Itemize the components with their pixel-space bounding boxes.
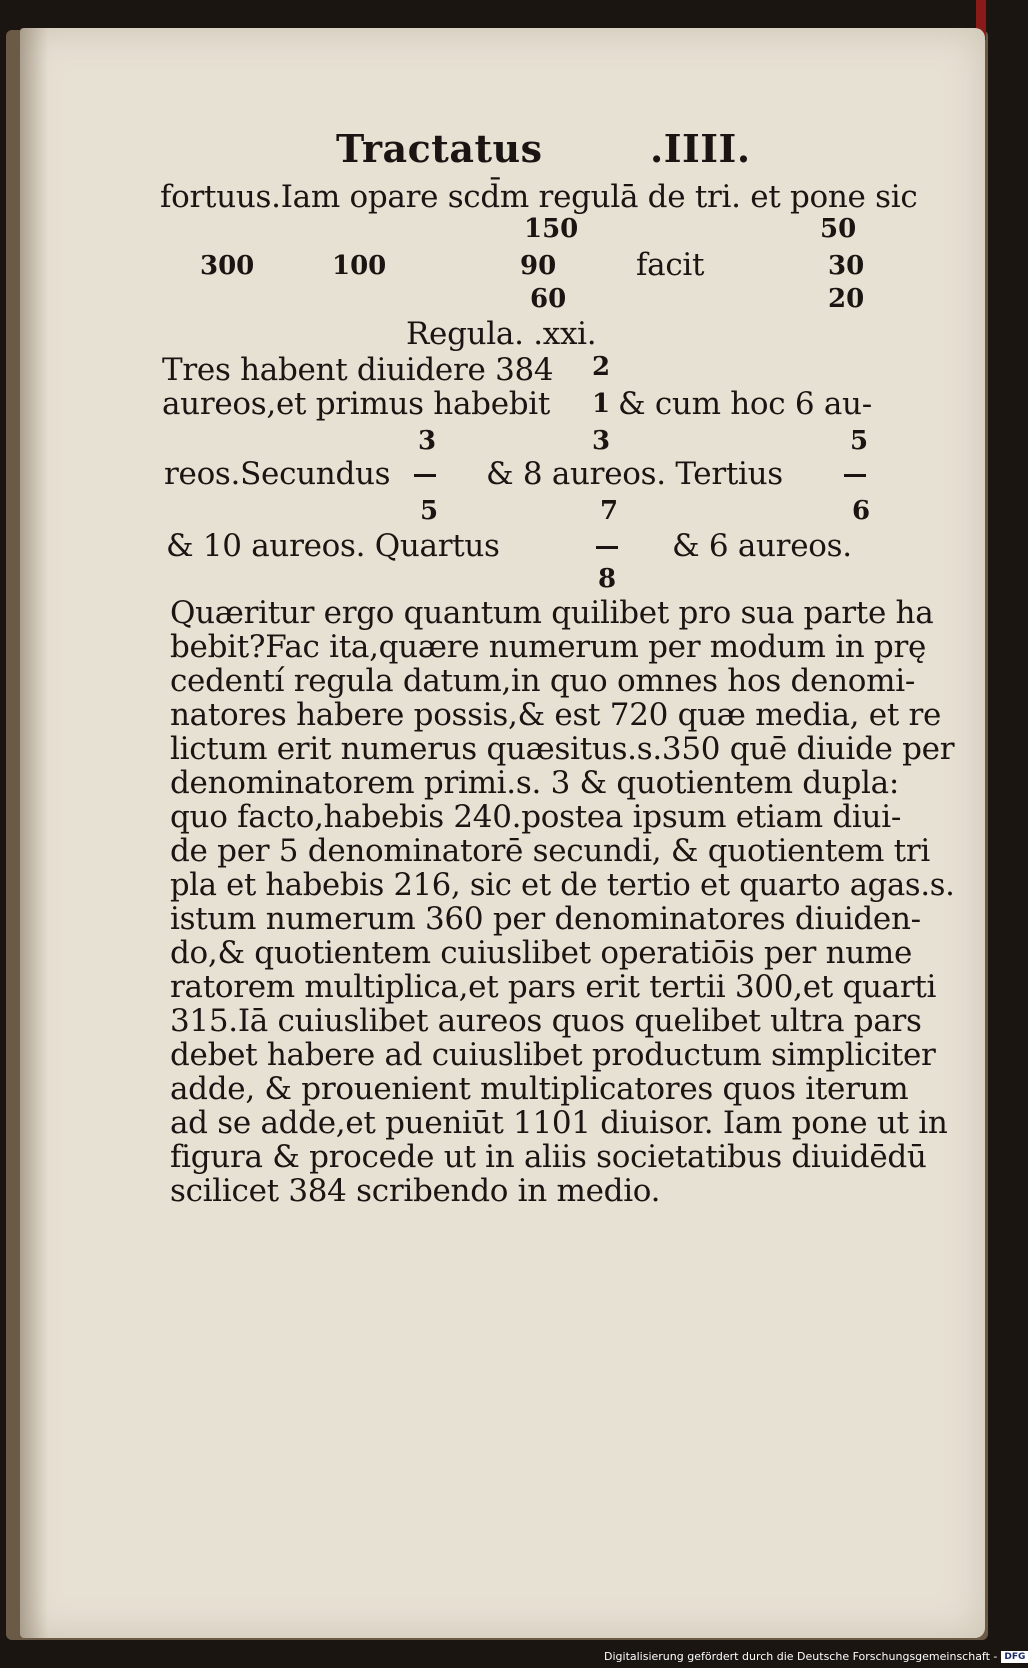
body-line: bebit?Fac ita,quære numerum per modum in prę — [170, 629, 927, 665]
body-line: cedentí regula datum,in quo omnes hos denomi- — [170, 663, 916, 699]
credit-text: Digitalisierung gefördert durch die Deutsche Forschungsgemeinschaft - — [604, 1650, 998, 1663]
digitization-credit — [604, 1650, 1028, 1668]
table-r3-c5: 20 — [828, 284, 865, 314]
fraction-2-numerator: 3 — [418, 426, 437, 456]
fraction-3-denominator: 7 — [600, 496, 619, 526]
problem-line-4b: & 6 aureos. — [672, 528, 852, 564]
body-line: lictum erit numerus quæsitus.s.350 quē diuide per — [170, 731, 955, 767]
text-line-1: fortuus.Iam opare scd̄m regulā de tri. et pone sic — [160, 179, 918, 215]
folio-number: .IIII. — [650, 126, 751, 171]
fraction-4-denominator: 6 — [852, 496, 871, 526]
fraction-5-bar — [596, 546, 618, 549]
fraction-5-denominator: 8 — [598, 564, 617, 594]
fraction-4-bar — [844, 474, 866, 477]
body-line: denominatorem primi.s. 3 & quotientem dupla: — [170, 765, 899, 801]
fraction-1-numerator: 2 — [592, 352, 611, 382]
table-r1-c5: 50 — [820, 214, 857, 244]
fraction-4-numerator: 5 — [850, 426, 869, 456]
body-line: natores habere possis,& est 720 quæ media, et re — [170, 697, 942, 733]
table-r2-c3: 90 — [520, 251, 557, 281]
body-line: figura & procede ut in aliis societatibus diuidēdū — [170, 1139, 927, 1175]
body-line: adde, & prouenient multiplicatores quos iterum — [170, 1071, 909, 1107]
problem-line-3a: reos.Secundus — [164, 456, 391, 492]
problem-line-2b: & cum hoc 6 au- — [618, 386, 872, 422]
table-r2-c1: 300 — [200, 251, 255, 281]
body-line: ad se adde,et pueniūt 1101 diuisor. Iam pone ut in — [170, 1105, 948, 1141]
body-line: 315.Iā cuiuslibet aureos quos quelibet ultra pars — [170, 1003, 922, 1039]
problem-line-1: Tres habent diuidere 384 — [162, 352, 554, 388]
table-r1-c3: 150 — [524, 214, 579, 244]
body-line: istum numerum 360 per denominatores diuiden- — [170, 901, 921, 937]
gutter-shadow — [20, 28, 48, 1638]
fraction-3-numerator: 3 — [592, 426, 611, 456]
body-line: scilicet 384 scribendo in medio. — [170, 1173, 661, 1209]
problem-line-2a: aureos,et primus habebit — [162, 386, 551, 422]
body-line: pla et habebis 216, sic et de tertio et quarto agas.s. — [170, 867, 955, 903]
dfg-logo: DFG — [1001, 1651, 1028, 1663]
body-line: do,& quotientem cuiuslibet operatiōis per nume — [170, 935, 913, 971]
body-line: quo facto,habebis 240.postea ipsum etiam diui- — [170, 799, 902, 835]
fraction-1-denominator: 1 — [592, 389, 611, 419]
table-r2-c2: 100 — [332, 251, 387, 281]
table-facit: facit — [636, 247, 705, 283]
fraction-2-bar — [414, 474, 436, 477]
body-line: debet habere ad cuiuslibet productum simpliciter — [170, 1037, 936, 1073]
problem-line-4a: & 10 aureos. Quartus — [166, 528, 500, 564]
body-line: Quæritur ergo quantum quilibet pro sua parte ha — [170, 595, 934, 631]
table-r3-c3: 60 — [530, 284, 567, 314]
problem-line-3b: & 8 aureos. Tertius — [486, 456, 783, 492]
table-r2-c5: 30 — [828, 251, 865, 281]
body-line: de per 5 denominatorē secundi, & quotientem tri — [170, 833, 930, 869]
running-title: Tractatus — [336, 126, 543, 171]
fraction-2-denominator: 5 — [420, 496, 439, 526]
body-line: ratorem multiplica,et pars erit tertii 300,et quarti — [170, 969, 937, 1005]
regula-heading: Regula. .xxi. — [406, 316, 597, 352]
